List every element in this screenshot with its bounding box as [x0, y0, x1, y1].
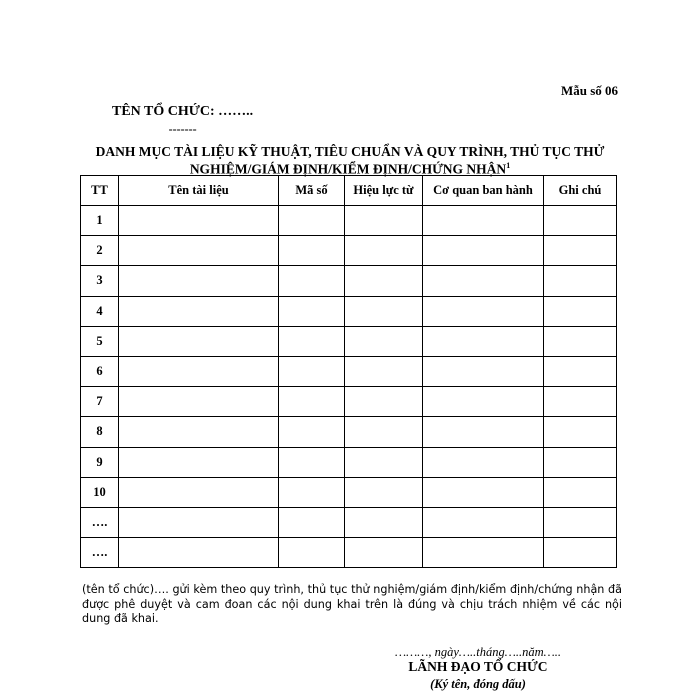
table-row	[81, 356, 617, 386]
table-cell	[279, 417, 345, 447]
table-row	[81, 266, 617, 296]
table-cell	[345, 447, 423, 477]
table-cell	[119, 236, 279, 266]
table-row	[81, 326, 617, 356]
table-cell	[423, 266, 544, 296]
table-cell	[119, 417, 279, 447]
table-cell	[544, 266, 617, 296]
row-number-cell: 6	[81, 356, 119, 386]
row-number-cell: 7	[81, 387, 119, 417]
table-cell	[423, 417, 544, 447]
table-cell	[345, 326, 423, 356]
table-cell	[279, 387, 345, 417]
table-row	[81, 417, 617, 447]
table-cell	[279, 477, 345, 507]
org-block	[112, 104, 253, 136]
table-cell	[279, 447, 345, 477]
table-cell	[279, 266, 345, 296]
table-header-cell: Tên tài liệu	[119, 176, 279, 206]
table-row	[81, 538, 617, 568]
row-number-cell: 2	[81, 236, 119, 266]
table-cell	[279, 236, 345, 266]
table-cell	[544, 538, 617, 568]
table-header-cell: Ghi chú	[544, 176, 617, 206]
document-title	[60, 145, 640, 177]
table-cell	[423, 477, 544, 507]
table-cell	[544, 326, 617, 356]
table-cell	[423, 447, 544, 477]
row-number-cell: 5	[81, 326, 119, 356]
table-cell	[279, 296, 345, 326]
table-cell	[544, 296, 617, 326]
title-line-2	[60, 159, 640, 177]
table-header-cell: Cơ quan ban hành	[423, 176, 544, 206]
footer-statement: (tên tổ chức)…. gửi kèm theo quy trình, thủ tục thử nghiệm/giám định/kiểm định/chứng nhận đã được phê duyệt và cam đoan các nội dung khai trên là đúng và chịu trách nhiệm về các nội dung đã khai.	[82, 583, 622, 625]
table-body	[81, 206, 617, 568]
table-row	[81, 236, 617, 266]
table-cell	[544, 206, 617, 236]
table-cell	[119, 296, 279, 326]
table-cell	[119, 266, 279, 296]
table-cell	[345, 387, 423, 417]
table-cell	[544, 387, 617, 417]
document-table	[80, 175, 617, 568]
row-number-cell: ….	[81, 507, 119, 537]
table-header-cell: TT	[81, 176, 119, 206]
table-cell	[423, 387, 544, 417]
table-header-cell: Hiệu lực từ	[345, 176, 423, 206]
table-cell	[345, 236, 423, 266]
table-row	[81, 387, 617, 417]
table-cell	[345, 538, 423, 568]
table-header-cell: Mã số	[279, 176, 345, 206]
table-cell	[423, 236, 544, 266]
table-cell	[279, 538, 345, 568]
sign-note: (Ký tên, đóng dấu)	[430, 677, 526, 691]
table-cell	[119, 387, 279, 417]
table-cell	[119, 326, 279, 356]
table-cell	[119, 507, 279, 537]
footnote-mark: 1	[506, 161, 511, 170]
table-cell	[119, 538, 279, 568]
table-cell	[345, 507, 423, 537]
form-number: Mẫu số 06	[560, 83, 618, 98]
table-cell	[544, 356, 617, 386]
row-number-cell: 4	[81, 296, 119, 326]
table-cell	[345, 417, 423, 447]
row-number-cell: ….	[81, 538, 119, 568]
row-number-cell: 1	[81, 206, 119, 236]
table-cell	[119, 356, 279, 386]
title-line-1: DANH MỤC TÀI LIỆU KỸ THUẬT, TIÊU CHUẨN VÀ QUY TRÌNH, THỦ TỤC THỬ	[95, 144, 605, 159]
table-cell	[423, 538, 544, 568]
table-cell	[345, 356, 423, 386]
table-row	[81, 206, 617, 236]
table-cell	[544, 477, 617, 507]
table-cell	[544, 417, 617, 447]
table-cell	[279, 326, 345, 356]
table-cell	[544, 507, 617, 537]
table-cell	[345, 296, 423, 326]
row-number-cell: 8	[81, 417, 119, 447]
table-cell	[544, 236, 617, 266]
table-cell	[119, 206, 279, 236]
row-number-cell: 9	[81, 447, 119, 477]
table-cell	[119, 447, 279, 477]
table-cell	[345, 206, 423, 236]
table-row	[81, 507, 617, 537]
table-cell	[119, 477, 279, 507]
table-row	[81, 447, 617, 477]
date-line: ………, ngày…..tháng…..năm…..	[395, 645, 561, 659]
org-name-label: TÊN TỔ CHỨC: ……..	[112, 104, 254, 119]
table-cell	[345, 266, 423, 296]
table-cell	[544, 447, 617, 477]
title-line-2-text: NGHIỆM/GIÁM ĐỊNH/KIỂM ĐỊNH/CHỨNG NHẬN	[189, 161, 507, 177]
table-cell	[423, 296, 544, 326]
table-cell	[423, 326, 544, 356]
row-number-cell: 3	[81, 266, 119, 296]
table-cell	[423, 507, 544, 537]
org-dashes: -------	[168, 122, 197, 136]
table-cell	[279, 206, 345, 236]
table-header-row	[81, 176, 617, 206]
table-cell	[279, 507, 345, 537]
table-row	[81, 477, 617, 507]
table-cell	[279, 356, 345, 386]
table-cell	[423, 356, 544, 386]
row-number-cell: 10	[81, 477, 119, 507]
leader-title: LÃNH ĐẠO TỔ CHỨC	[408, 659, 548, 674]
table-cell	[345, 477, 423, 507]
table-row	[81, 296, 617, 326]
table-cell	[423, 206, 544, 236]
